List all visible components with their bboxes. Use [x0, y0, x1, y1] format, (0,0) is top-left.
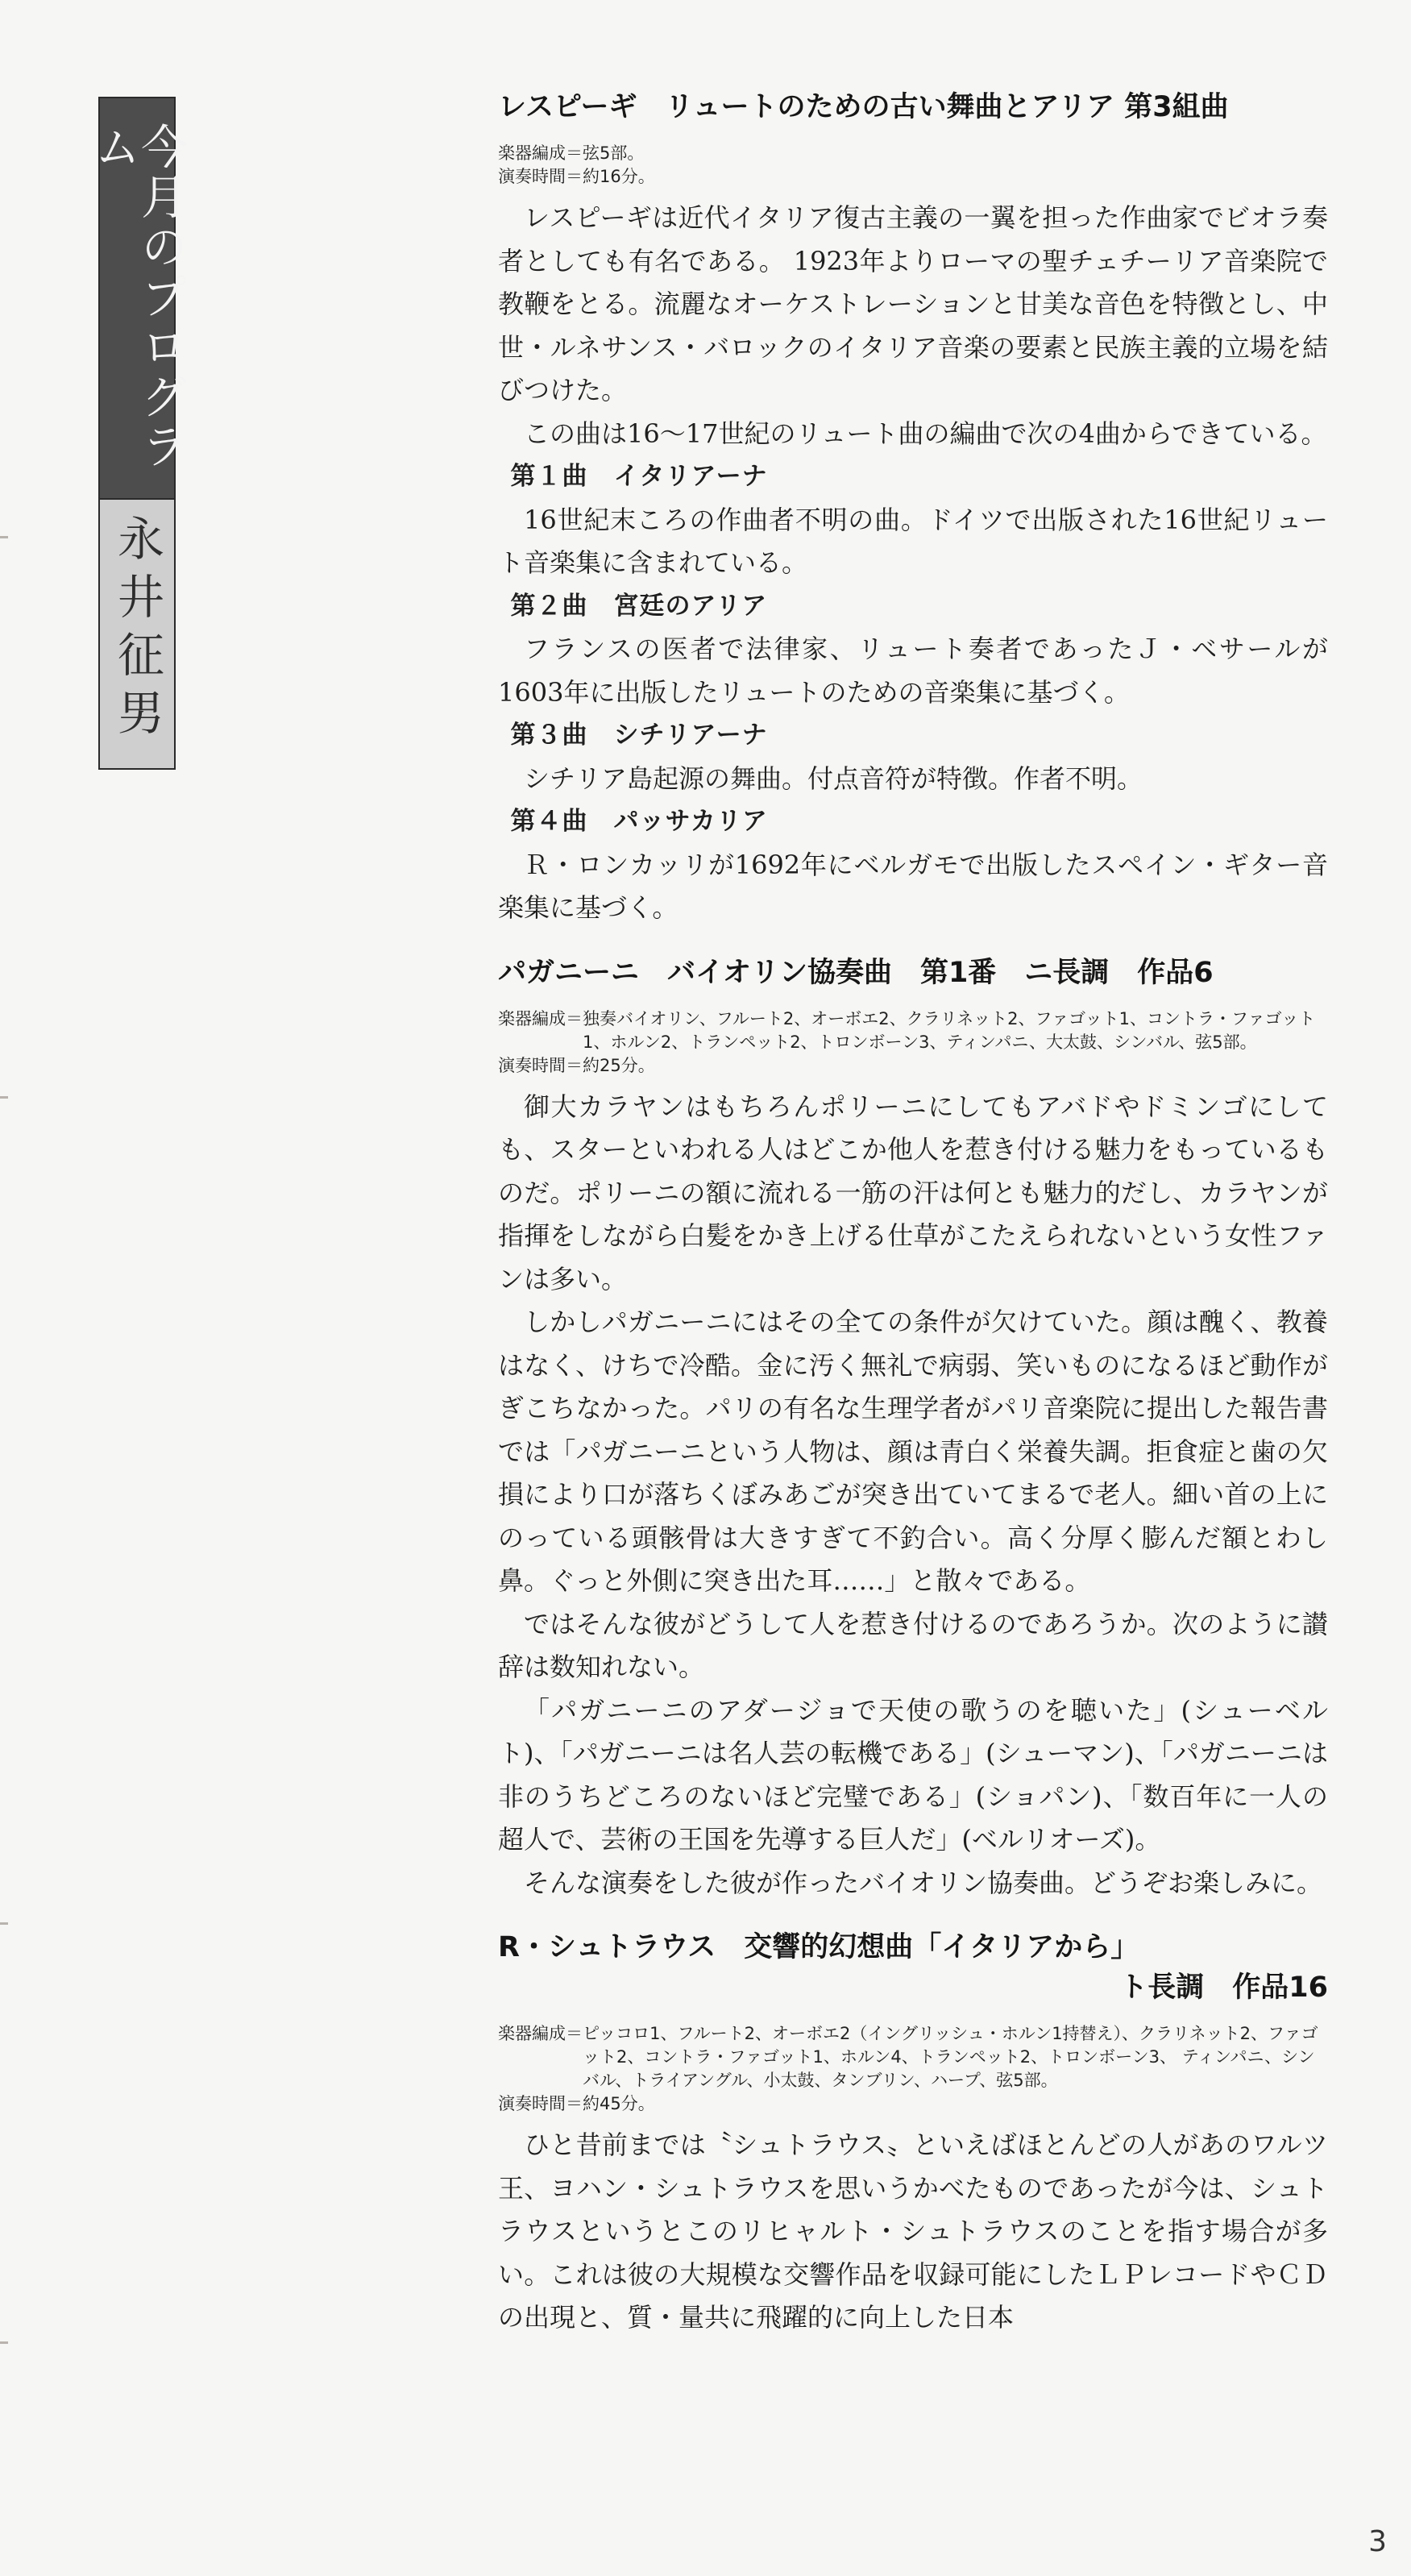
- instrumentation-label: 楽器編成＝: [498, 1008, 583, 1028]
- program-label: [86, 97, 188, 770]
- movement-heading: 第１曲 イタリアーナ: [510, 462, 768, 491]
- instrumentation-row: [498, 142, 1328, 165]
- duration-label: 演奏時間＝: [498, 167, 583, 186]
- paragraph: シチリア島起源の舞曲。付点音符が特徴。作者不明。: [524, 762, 1143, 794]
- program-section: [498, 87, 1328, 930]
- duration-label: 演奏時間＝: [498, 1055, 583, 1075]
- instrumentation-row: [498, 2022, 1328, 2092]
- piece-notes: [498, 1086, 1328, 1905]
- instrumentation-value: ピッコロ1、フルート2、オーボエ2（イングリッシュ・ホルン1持替え）、クラリネット2、ファゴット2、コントラ・ファゴット1、ホルン4、トランペット2、トロンボーン3、 ティンパニ、シンバル、トライアングル、小太鼓、タンブリン、ハープ、弦5部。: [583, 2024, 1318, 2090]
- binding-hole: [0, 1922, 8, 1925]
- paragraph: 16世紀末ころの作曲者不明の曲。ドイツで出版された16世紀リュート音楽集に含まれている。: [498, 504, 1328, 578]
- piece-title-text: レスピーギ リュートのための古い舞曲とアリア 第3組曲: [498, 91, 1229, 123]
- duration-row: [498, 1054, 1328, 1078]
- paragraph: フランスの医者で法律家、リュート奏者であったＪ・ベサールが1603年に出版したリュートのための音楽集に基づく。: [498, 634, 1328, 708]
- piece-title-text: パガニーニ バイオリン協奏曲 第1番 ニ長調 作品6: [498, 956, 1214, 989]
- binding-hole: [0, 536, 8, 538]
- paragraph: この曲は16～17世紀のリュート曲の編曲で次の4曲からできている。: [524, 418, 1327, 449]
- paragraph: ひと昔前までは〝シュトラウス〟といえばほとんどの人があのワルツ王、ヨハン・シュトラウスを思いうかべたものであったが今は、シュトラウスというとこのリヒャルト・シュトラウスのことを指す場合が多い。これは彼の大規模な交響作品を収録可能にしたＬＰレコードやＣＤの出現と、質・量共に飛躍的に向上した日本: [498, 2129, 1328, 2333]
- piece-meta: [498, 2022, 1328, 2116]
- program-section: [498, 1927, 1328, 2340]
- author-name: 永井征男: [110, 514, 164, 746]
- instrumentation-label: 楽器編成＝: [498, 143, 583, 163]
- piece-meta: [498, 1008, 1328, 1078]
- paragraph: 「パガニーニのアダージョで天使の歌うのを聴いた」(シューベルト)、「パガニーニは名人芸の転機である」(シューマン)、「パガニーニは非のうちどころのないほど完璧である」(ショパン)、「数百年に一人の超人で、芸術の王国を先導する巨人だ」(ベルリオーズ)。: [498, 1694, 1328, 1855]
- instrumentation-row: [498, 1008, 1328, 1054]
- duration-value: 約45分。: [583, 2094, 655, 2113]
- piece-title-text: R・シュトラウス 交響的幻想曲「イタリアから」: [498, 1931, 1139, 1963]
- piece-subtitle: ト長調 作品16: [1119, 1971, 1328, 2004]
- duration-row: [498, 165, 1328, 189]
- paragraph: しかしパガニーニにはその全ての条件が欠けていた。顔は醜く、教養はなく、けちで冷酷。金に汚く無礼で病弱、笑いものになるほど動作がぎこちなかった。パリの有名な生理学者がパリ音楽院に提出した報告書では「パガニーニという人物は、顔は青白く栄養失調。拒食症と歯の欠損により口が落ちくぼみあごが突き出ていてまるで老人。細い首の上にのっている頭骸骨は大きすぎて不釣合い。高く分厚く膨んだ額とわし鼻。ぐっと外側に突き出た耳……」と散々である。: [498, 1307, 1328, 1596]
- binding-hole: [0, 2341, 8, 2344]
- program-section: [498, 953, 1328, 1905]
- program-heading-box: [86, 97, 188, 500]
- duration-value: 約25分。: [583, 1055, 655, 1075]
- piece-notes: [498, 2124, 1328, 2340]
- piece-meta: [498, 142, 1328, 189]
- paragraph: 御大カラヤンはもちろんポリーニにしてもアバドやドミンゴにしても、スターといわれる人はどこか他人を惹き付ける魅力をもっているものだ。ポリーニの額に流れる一筋の汗は何とも魅力的だし、カラヤンが指揮をしながら白髪をかき上げる仕草がこたえられないという女性ファンは多い。: [498, 1091, 1328, 1294]
- movement-heading: 第２曲 宮廷のアリア: [510, 591, 768, 621]
- piece-title: [498, 953, 1328, 993]
- piece-notes: [498, 197, 1328, 930]
- program-notes: [498, 87, 1328, 2362]
- program-heading: 今月のプログラム: [86, 123, 188, 472]
- paragraph: Ｒ・ロンカッリが1692年にベルガモで出版したスペイン・ギター音楽集に基づく。: [498, 849, 1328, 923]
- duration-value: 約16分。: [583, 167, 655, 186]
- paragraph: レスピーギは近代イタリア復古主義の一翼を担った作曲家でビオラ奏者としても有名である。 1923年よりローマの聖チェチーリア音楽院で教鞭をとる。流麗なオーケストレーションと甘美な音色を特徴とし、中世・ルネサンス・バロックのイタリア音楽の要素と民族主義的立場を結びつけた。: [498, 202, 1328, 405]
- paragraph: ではそんな彼がどうして人を惹き付けるのであろうか。次のように讃辞は数知れない。: [498, 1608, 1328, 1682]
- movement-heading: 第４曲 パッサカリア: [510, 807, 768, 836]
- duration-row: [498, 2092, 1328, 2116]
- binding-hole: [0, 1096, 8, 1099]
- movement-heading: 第３曲 シチリアーナ: [510, 721, 768, 750]
- piece-title: [498, 1927, 1328, 2008]
- instrumentation-value: 弦5部。: [583, 143, 645, 163]
- author-box: [98, 500, 176, 770]
- instrumentation-value: 独奏バイオリン、フルート2、オーボエ2、クラリネット2、ファゴット1、コントラ・ファゴット1、ホルン2、トランペット2、トロンボーン3、ティンパニ、大太鼓、シンバル、弦5部。: [583, 1008, 1316, 1052]
- paragraph: そんな演奏をした彼が作ったバイオリン協奏曲。どうぞお楽しみに。: [524, 1867, 1323, 1898]
- instrumentation-label: 楽器編成＝: [498, 2024, 583, 2043]
- page-number: 3: [1368, 2525, 1387, 2558]
- duration-label: 演奏時間＝: [498, 2094, 583, 2113]
- piece-title: [498, 87, 1328, 127]
